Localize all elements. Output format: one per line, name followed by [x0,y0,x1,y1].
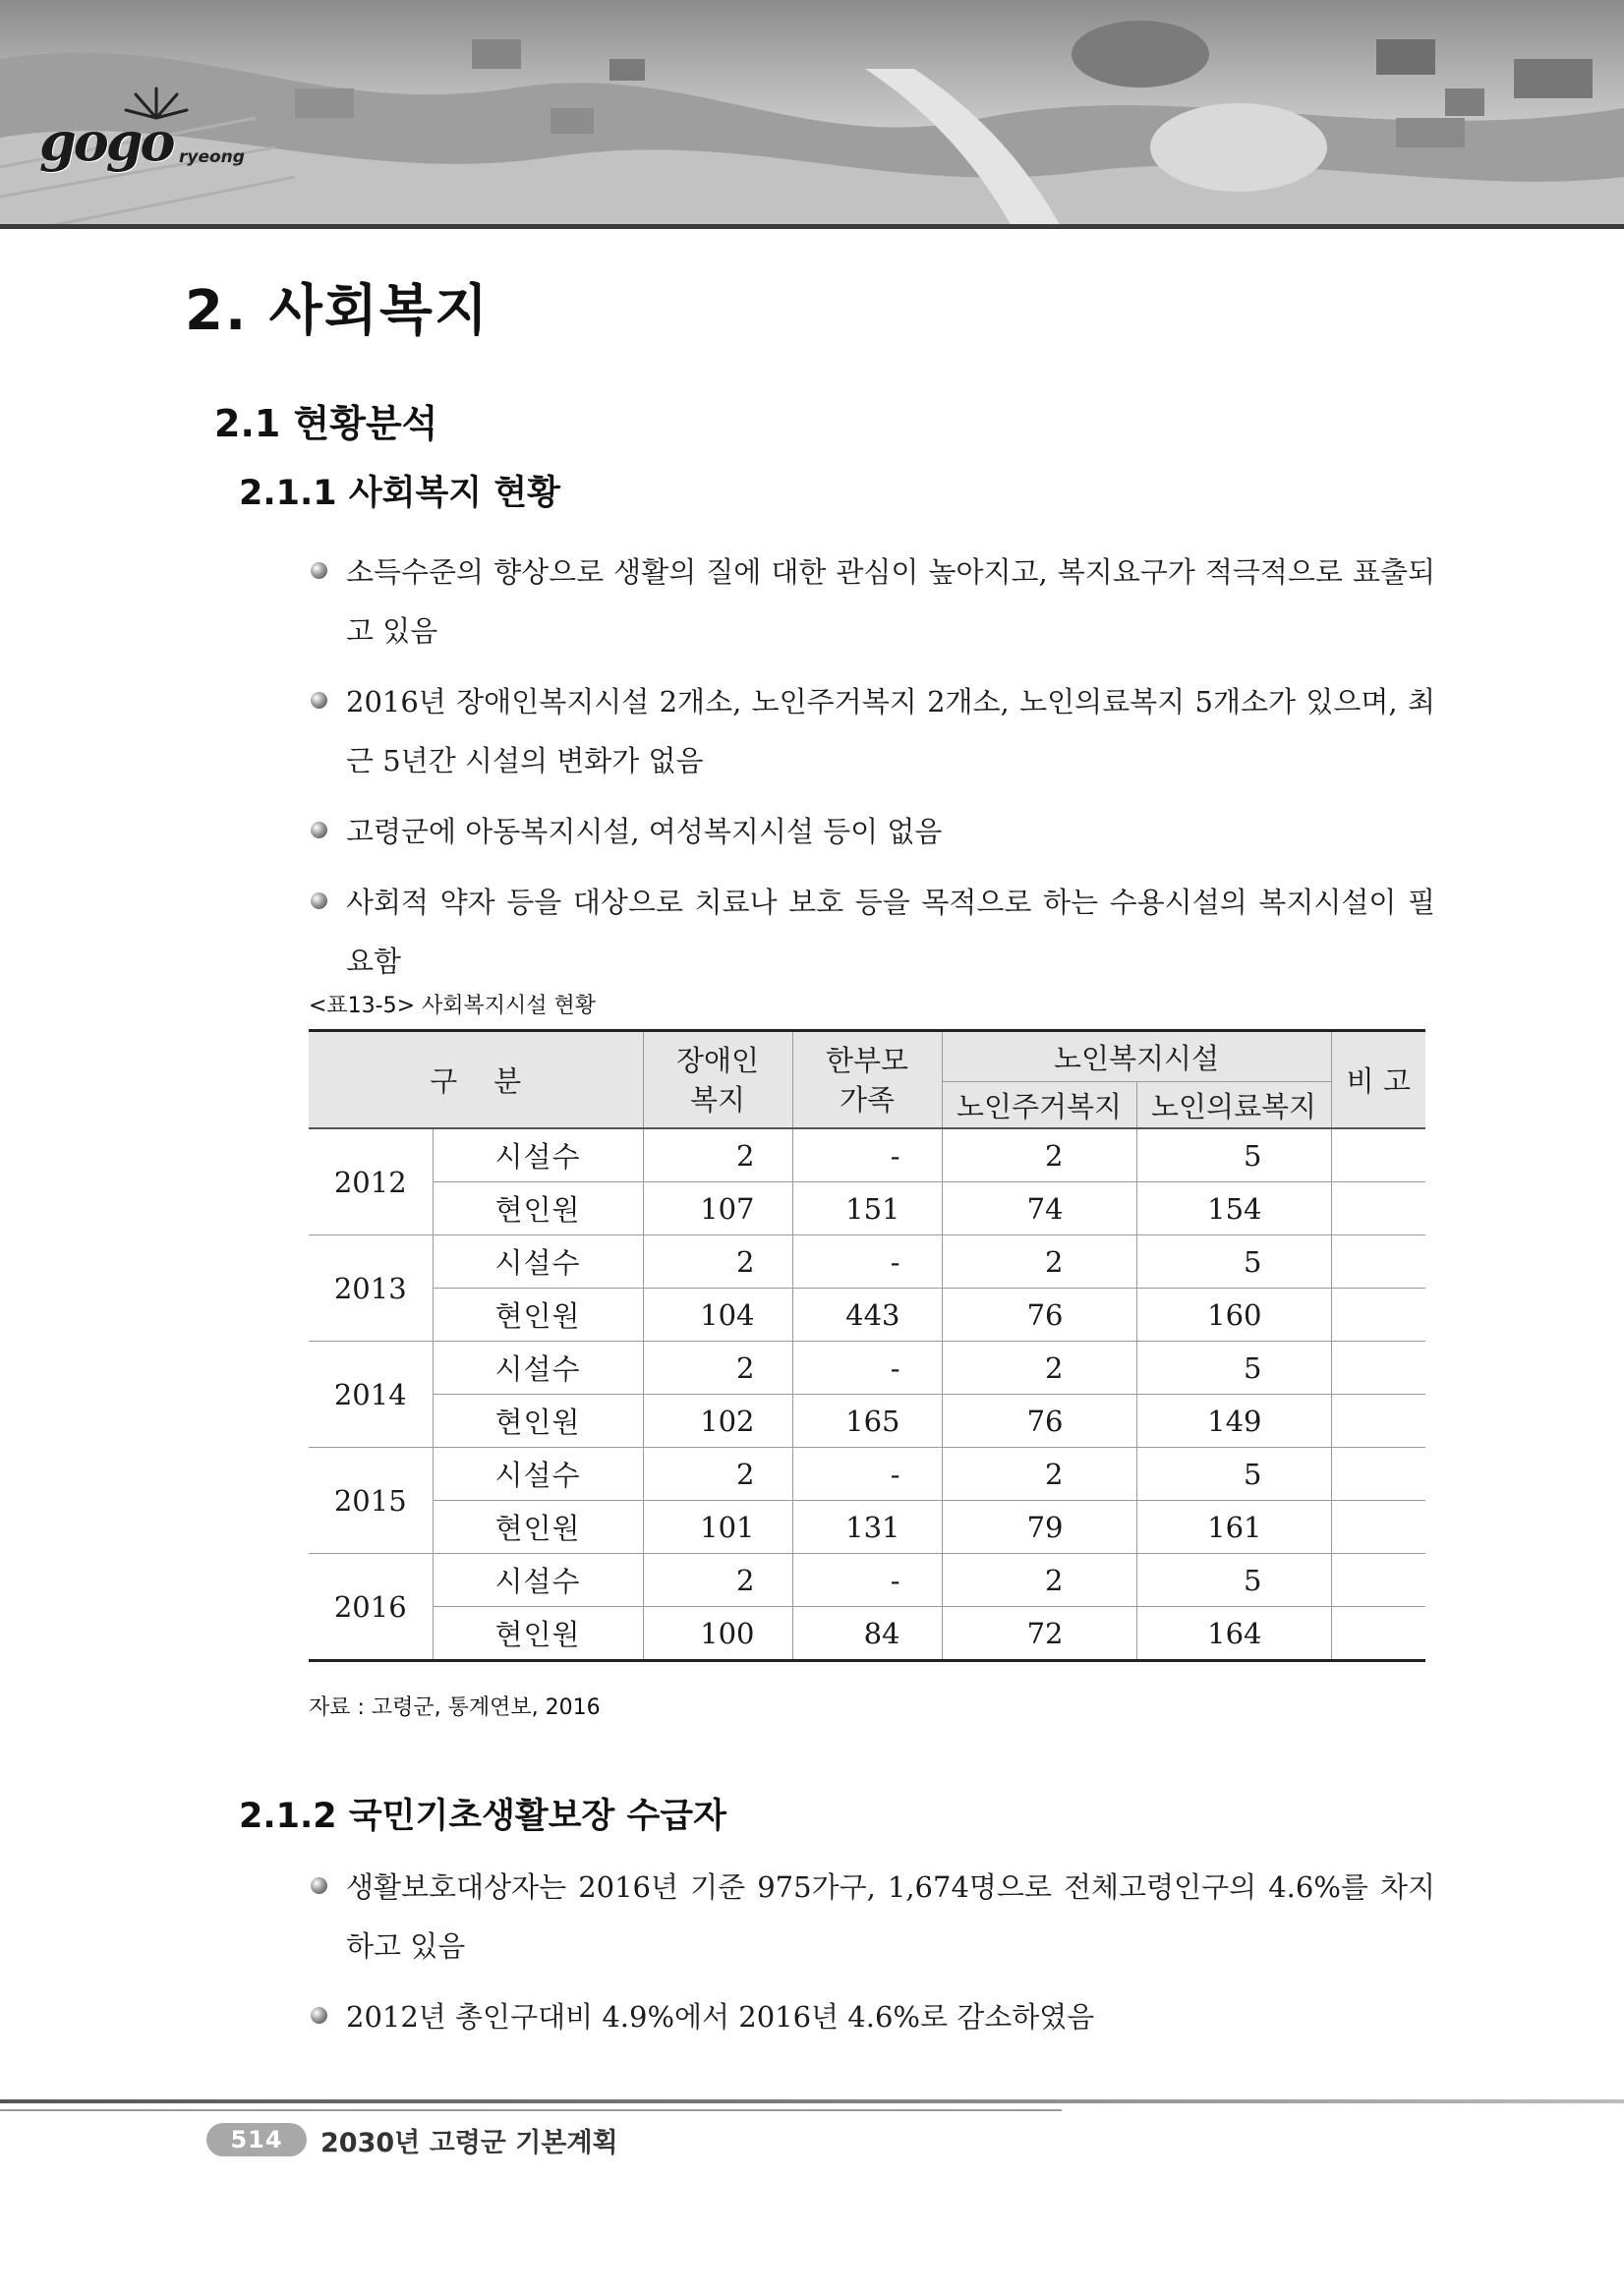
value-cell: - [792,1448,942,1501]
table-row [309,1235,1425,1289]
table-row [309,1607,1425,1661]
value-cell: 2 [643,1342,792,1395]
header-category: 구 분 [309,1031,643,1129]
value-cell: 100 [643,1607,792,1661]
chapter-title: 2. 사회복지 [185,279,491,343]
value-cell: 79 [942,1501,1136,1554]
value-cell: 76 [942,1289,1136,1342]
remarks-cell [1331,1342,1425,1395]
row-label-cell: 시설수 [433,1128,643,1182]
remarks-cell [1331,1501,1425,1554]
list-item [305,802,1435,861]
value-cell: 107 [643,1182,792,1235]
row-label-cell: 현인원 [433,1395,643,1448]
value-cell: - [792,1554,942,1607]
table-row [309,1342,1425,1395]
value-cell: 164 [1136,1607,1331,1661]
logo-wordmark: gogo [39,110,173,173]
row-label-cell: 현인원 [433,1289,643,1342]
bullet-text: 고령군에 아동복지시설, 여성복지시설 등이 없음 [346,815,943,848]
value-cell: 5 [1136,1235,1331,1289]
bullet-icon [311,562,327,579]
row-label-cell: 현인원 [433,1501,643,1554]
bullet-list-basic-livelihood [305,1858,1435,2058]
header-single-parent: 한부모 가족 [792,1031,942,1129]
value-cell: 2 [643,1448,792,1501]
bullet-text: 소득수준의 향상으로 생활의 질에 대한 관심이 높아지고, 복지요구가 적극적으로 표출되고 있음 [346,555,1435,648]
value-cell: 102 [643,1395,792,1448]
welfare-facilities-table [309,1029,1425,1662]
value-cell: 5 [1136,1554,1331,1607]
remarks-cell [1331,1448,1425,1501]
header-banner [0,0,1624,228]
row-label-cell: 시설수 [433,1554,643,1607]
value-cell: 74 [942,1182,1136,1235]
list-item [305,1987,1435,2046]
value-cell: - [792,1128,942,1182]
bullet-list-welfare-status [305,543,1435,1003]
subsection-heading-welfare-status: 2.1.1 사회복지 현황 [239,474,560,513]
value-cell: 2 [942,1448,1136,1501]
table-source: 자료 : 고령군, 통계연보, 2016 [309,1695,601,1720]
value-cell: 5 [1136,1448,1331,1501]
remarks-cell [1331,1554,1425,1607]
bullet-text: 2016년 장애인복지시설 2개소, 노인주거복지 2개소, 노인의료복지 5개소가 있으며, 최근 5년간 시설의 변화가 없음 [346,685,1435,777]
remarks-cell [1331,1182,1425,1235]
table-body [309,1128,1425,1661]
table-row [309,1554,1425,1607]
bullet-icon [311,692,327,709]
bullet-text: 2012년 총인구대비 4.9%에서 2016년 4.6%로 감소하였음 [346,2000,1095,2034]
list-item [305,543,1435,660]
row-label-cell: 시설수 [433,1235,643,1289]
table-row [309,1182,1425,1235]
document-title: 2030년 고령군 기본계획 [320,2128,618,2158]
remarks-cell [1331,1235,1425,1289]
bullet-icon [311,892,327,909]
remarks-cell [1331,1128,1425,1182]
value-cell: 131 [792,1501,942,1554]
value-cell: 151 [792,1182,942,1235]
bullet-icon [311,1877,327,1894]
value-cell: 154 [1136,1182,1331,1235]
value-cell: 2 [942,1342,1136,1395]
value-cell: 104 [643,1289,792,1342]
row-label-cell: 시설수 [433,1448,643,1501]
row-label-cell: 시설수 [433,1342,643,1395]
logo-tagline: ryeong [179,147,245,167]
remarks-cell [1331,1607,1425,1661]
value-cell: 84 [792,1607,942,1661]
value-cell: 5 [1136,1128,1331,1182]
value-cell: 72 [942,1607,1136,1661]
bullet-icon [311,822,327,838]
list-item [305,672,1435,790]
table-row [309,1289,1425,1342]
year-cell: 2012 [309,1128,433,1235]
table-row [309,1128,1425,1182]
value-cell: - [792,1342,942,1395]
value-cell: 160 [1136,1289,1331,1342]
table-caption: <표13-5> 사회복지시설 현황 [309,994,597,1018]
table-row [309,1448,1425,1501]
value-cell: 76 [942,1395,1136,1448]
year-cell: 2016 [309,1554,433,1661]
header-divider [0,224,1624,229]
header-remarks: 비 고 [1331,1031,1425,1129]
footer-divider [0,2099,1624,2103]
year-cell: 2013 [309,1235,433,1342]
table-row [309,1395,1425,1448]
year-cell: 2014 [309,1342,433,1448]
value-cell: 443 [792,1289,942,1342]
footer-divider-thin [0,2109,1062,2111]
subsection-heading-basic-livelihood: 2.1.2 국민기초생활보장 수급자 [239,1797,726,1836]
value-cell: 165 [792,1395,942,1448]
value-cell: 101 [643,1501,792,1554]
list-item [305,1858,1435,1976]
value-cell: 2 [643,1128,792,1182]
header-elderly-welfare-group: 노인복지시설 [942,1031,1331,1082]
value-cell: 2 [643,1554,792,1607]
bullet-icon [311,2007,327,2024]
value-cell: 2 [942,1554,1136,1607]
value-cell: 161 [1136,1501,1331,1554]
gogo-ryeong-logo [39,83,265,181]
bullet-text: 사회적 약자 등을 대상으로 치료나 보호 등을 목적으로 하는 수용시설의 복지시설이 필요함 [346,886,1435,978]
table-row [309,1501,1425,1554]
section-title: 2.1 현황분석 [214,402,438,445]
year-cell: 2015 [309,1448,433,1554]
value-cell: 2 [643,1235,792,1289]
header-elderly-housing: 노인주거복지 [942,1082,1136,1129]
value-cell: 149 [1136,1395,1331,1448]
bullet-text: 생활보호대상자는 2016년 기준 975가구, 1,674명으로 전체고령인구의 4.6%를 차지하고 있음 [346,1870,1435,1963]
value-cell: 2 [942,1128,1136,1182]
page-number: 514 [206,2123,307,2156]
value-cell: 5 [1136,1342,1331,1395]
row-label-cell: 현인원 [433,1607,643,1661]
header-elderly-medical: 노인의료복지 [1136,1082,1331,1129]
value-cell: - [792,1235,942,1289]
header-disabled-welfare: 장애인 복지 [643,1031,792,1129]
list-item [305,873,1435,991]
row-label-cell: 현인원 [433,1182,643,1235]
value-cell: 2 [942,1235,1136,1289]
remarks-cell [1331,1395,1425,1448]
remarks-cell [1331,1289,1425,1342]
